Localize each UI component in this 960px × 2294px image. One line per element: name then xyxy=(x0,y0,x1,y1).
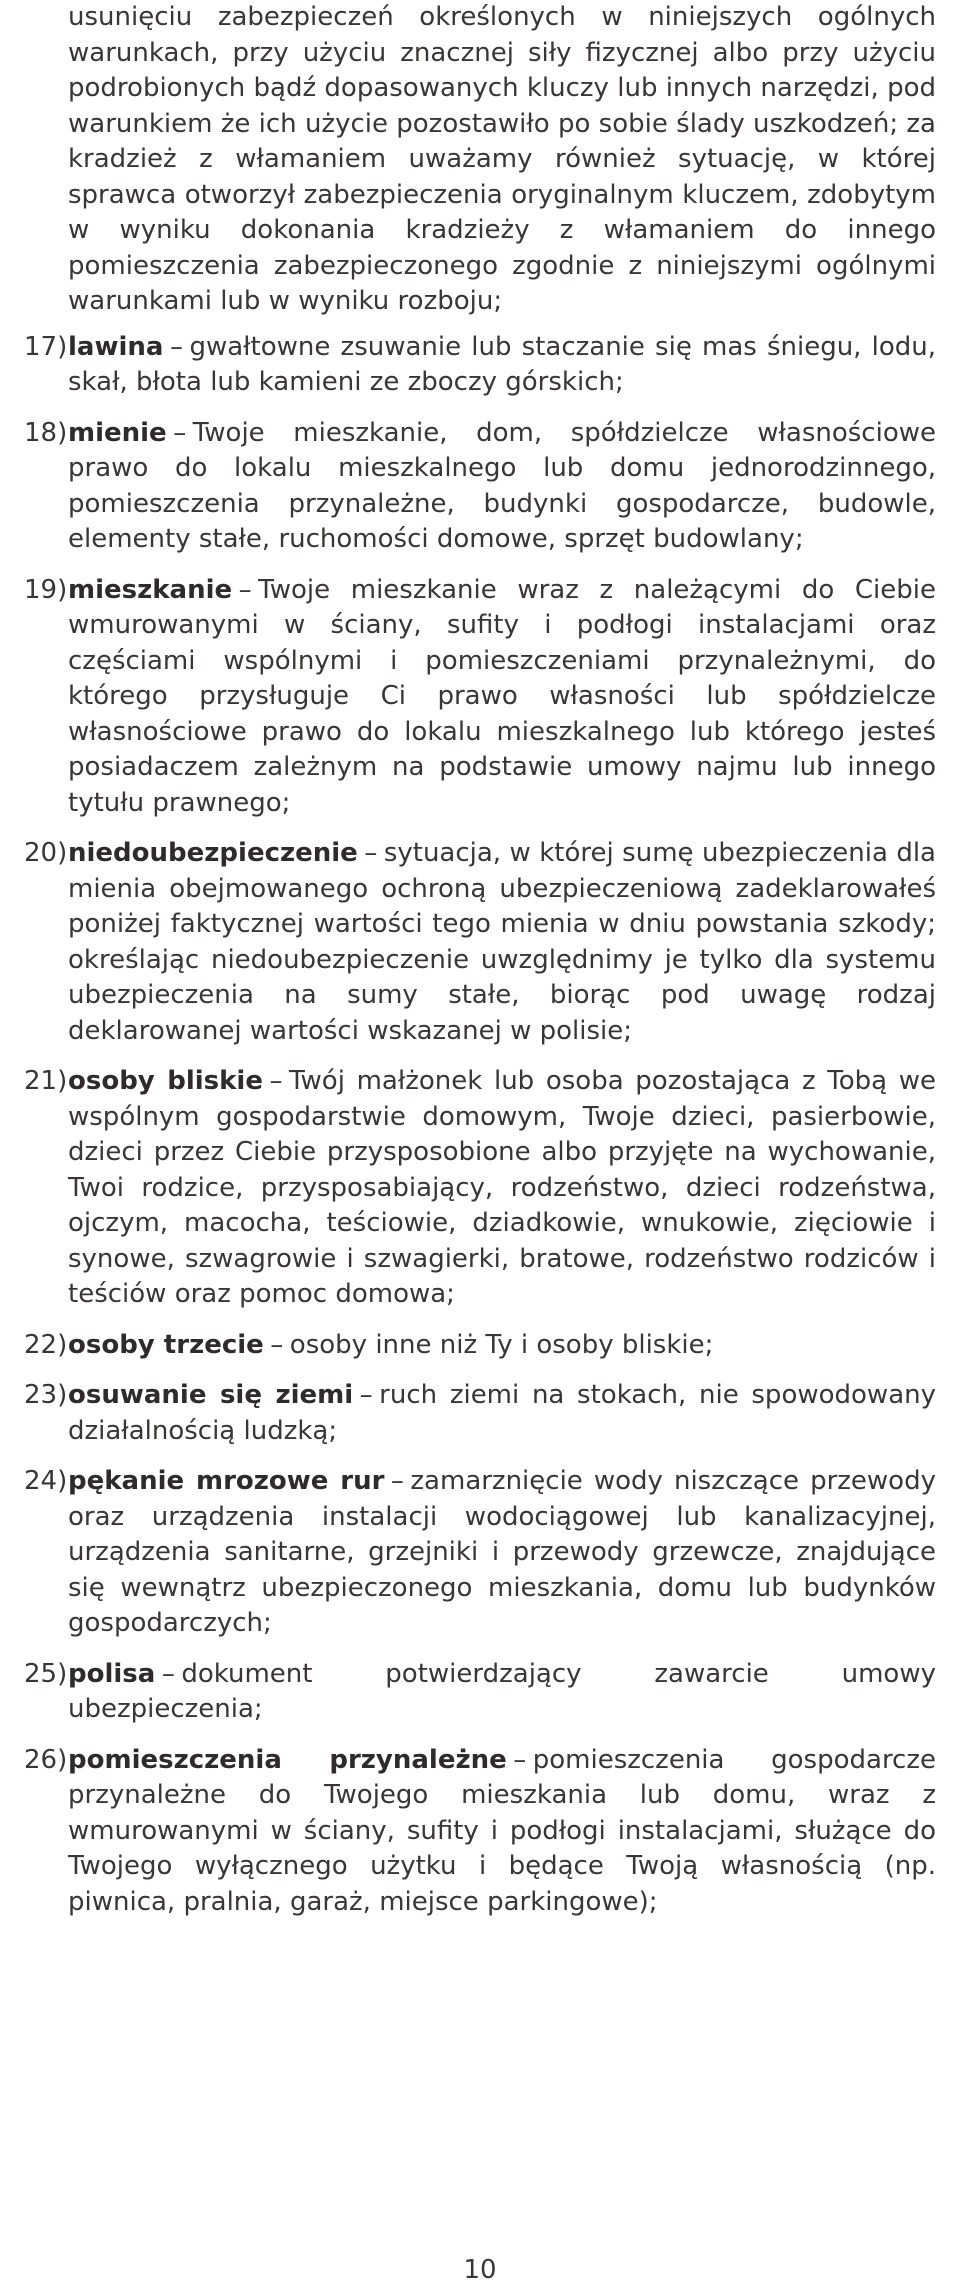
definition-number: 20) xyxy=(24,838,68,868)
definition-text: sytuacja, w której sumę ubezpieczenia dla mienia obejmowanego ochroną ubezpieczeniową zadeklarowałeś poniżej faktycznej wartości tego mienia w dniu powstania szkody; określając niedoubezpieczenie uwzględnimy je tylko dla systemu ubezpieczenia na sumy stałe, biorąc pod uwagę rodzaj deklarowanej wartości wskazanej w polisie; xyxy=(68,838,936,1046)
document-page xyxy=(24,0,936,1935)
definition-dash: – xyxy=(364,838,378,868)
definition-item xyxy=(24,836,936,1049)
definition-number: 23) xyxy=(24,1380,68,1410)
definition-term: polisa xyxy=(68,1658,156,1689)
definition-term: osoby bliskie xyxy=(68,1066,263,1096)
definition-text: osoby inne niż Ty i osoby bliskie; xyxy=(289,1329,714,1360)
definition-item xyxy=(24,1743,936,1921)
definition-item xyxy=(24,1464,936,1642)
definition-number: 19) xyxy=(24,574,68,605)
definition-item xyxy=(24,416,936,558)
definition-number: 17) xyxy=(24,331,68,362)
definition-number: 24) xyxy=(24,1466,68,1496)
definition-body xyxy=(68,1743,936,1921)
definition-dash: – xyxy=(270,1329,284,1360)
definition-item xyxy=(24,1328,936,1364)
page-number: 10 xyxy=(463,2255,497,2285)
definition-text: pomieszczenia gospodarcze przynależne do Twojego mieszkania lub domu, wraz z wmurowanymi w ściany, sufity i podłogi instalacjami, służące do Twojego wyłącznego użytku i będące Twoją własnością (np. piwnica, pralnia, garaż, miejsce parkingowe); xyxy=(68,1744,936,1917)
definition-term: mieszkanie xyxy=(68,574,233,605)
definition-text: zamarznięcie wody niszczące przewody oraz urządzenia instalacji wodociągowej lub kanalizacyjnej, urządzenia sanitarne, grzejniki i przewody grzewcze, znajdujące się wewnątrz ubezpieczonego mieszkania, domu lub budynków gospodarczych; xyxy=(68,1466,936,1638)
definition-term: pękanie mrozowe rur xyxy=(68,1466,385,1496)
definition-dash: – xyxy=(169,331,183,362)
definition-term: osoby trzecie xyxy=(68,1329,264,1360)
definition-dash: – xyxy=(173,417,187,448)
definition-body xyxy=(68,1064,936,1313)
definition-text: Twój małżonek lub osoba pozostająca z Tobą we wspólnym gospodarstwie domowym, Twoje dzieci, pasierbowie, dzieci przez Ciebie przysposobione albo przyjęte na wychowanie, Twoi rodzice, przysposabiający, rodzeństwo, dzieci rodzeństwa, ojczym, macocha, teściowie, dziadkowie, wnukowie, zięciowie i synowe, szwagrowie i szwagierki, bratowe, rodzeństwo rodziców i teściów oraz pomoc domowa; xyxy=(68,1066,936,1309)
definition-dash: – xyxy=(513,1744,527,1775)
definition-number: 26) xyxy=(24,1744,68,1775)
definition-dash: – xyxy=(238,574,252,605)
definition-item xyxy=(24,330,936,401)
definition-term: niedoubezpieczenie xyxy=(68,838,358,868)
definition-dash: – xyxy=(359,1380,373,1410)
definition-body xyxy=(68,416,936,558)
definition-text: dokument potwierdzający zawarcie umowy ubezpieczenia; xyxy=(68,1658,936,1724)
definition-dash: – xyxy=(269,1066,283,1096)
definition-dash: – xyxy=(390,1466,404,1496)
definition-number: 21) xyxy=(24,1066,68,1096)
definition-item xyxy=(24,573,936,822)
lead-paragraph: usunięciu zabezpieczeń określonych w niniejszych ogólnych warunkach, przy użyciu znacznej siły fizycznej albo przy użyciu podrobionych bądź dopasowanych kluczy lub innych narzędzi, pod warunkiem że ich użycie pozostawiło po sobie ślady uszkodzeń; za kradzież z włamaniem uważamy również sytuację, w której sprawca otworzył zabezpieczenia oryginalnym kluczem, zdobytym w wyniku dokonania kradzieży z włamaniem do innego pomieszczenia zabezpieczonego zgodnie z niniejszymi ogólnymi warunkami lub w wyniku rozboju; xyxy=(68,2,936,316)
definition-item xyxy=(24,1378,936,1449)
definition-item xyxy=(24,1657,936,1728)
definitions-list xyxy=(24,330,936,1921)
definition-term: pomieszczenia przynależne xyxy=(68,1744,507,1775)
definition-body xyxy=(68,1657,936,1728)
definition-body xyxy=(68,330,936,401)
definition-body xyxy=(68,1464,936,1642)
definition-body xyxy=(68,1328,936,1364)
definition-text: ruch ziemi na stokach, nie spowodowany działalnością ludzką; xyxy=(68,1380,936,1446)
definition-number: 22) xyxy=(24,1329,68,1360)
definition-dash: – xyxy=(161,1658,175,1689)
definition-body xyxy=(68,836,936,1049)
definition-text: Twoje mieszkanie, dom, spółdzielcze własnościowe prawo do lokalu mieszkalnego lub domu jednorodzinnego, pomieszczenia przynależne, budynki gospodarcze, budowle, elementy stałe, ruchomości domowe, sprzęt budowlany; xyxy=(68,417,936,554)
definition-term: osuwanie się ziemi xyxy=(68,1380,354,1410)
definition-text: gwałtowne zsuwanie lub staczanie się mas śniegu, lodu, skał, błota lub kamieni ze zboczy górskich; xyxy=(68,331,936,397)
definition-number: 25) xyxy=(24,1658,68,1689)
definition-body xyxy=(68,573,936,822)
definition-term: lawina xyxy=(68,331,164,362)
definition-item xyxy=(24,1064,936,1313)
definition-text: Twoje mieszkanie wraz z należącymi do Ciebie wmurowanymi w ściany, sufity i podłogi instalacjami oraz częściami wspólnymi i pomieszczeniami przynależnymi, do którego przysługuje Ci prawo własności lub spółdzielcze własnościowe prawo do lokalu mieszkalnego lub którego jesteś posiadaczem zależnym na podstawie umowy najmu lub innego tytułu prawnego; xyxy=(68,574,936,818)
definition-body xyxy=(68,1378,936,1449)
definition-term: mienie xyxy=(68,417,167,448)
definition-number: 18) xyxy=(24,417,68,448)
